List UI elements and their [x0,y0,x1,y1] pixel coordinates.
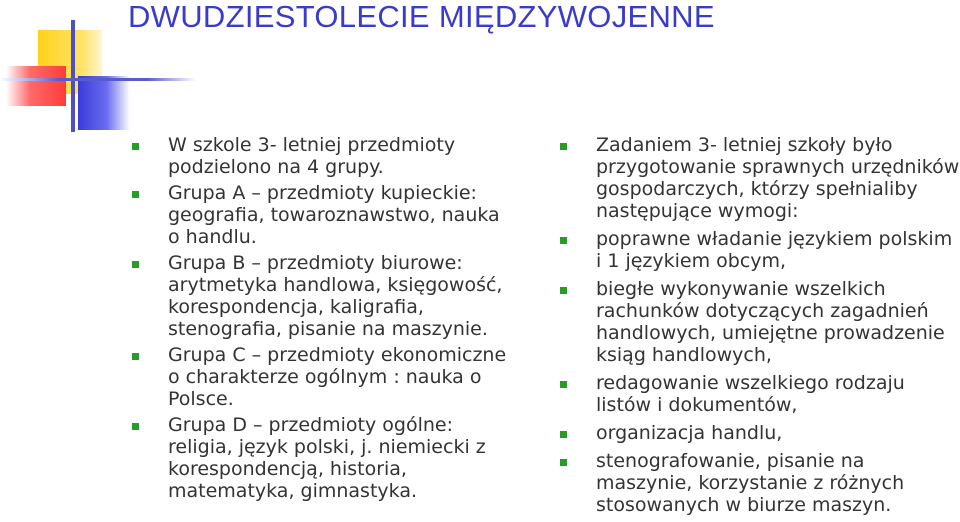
bullet-icon [560,287,567,294]
list-item-text: Grupa C – przedmioty ekonomiczne o charakterze ogólnym : nauka o Polsce. [168,344,507,410]
list-item-text: redagowanie wszelkiego rodzaju listów i dokumentów, [596,372,905,416]
bullet-icon [132,353,139,360]
list-item-text: poprawne władanie językiem polskim i 1 językiem obcym, [596,228,953,272]
decor-blue-square [78,76,130,130]
bullet-icon [560,237,567,244]
list-item-text: Grupa B – przedmioty biurowe: arytmetyka handlowa, księgowość, korespondencja, kaligrafia, stenografia, pisanie na maszynie. [168,252,503,340]
bullet-icon [132,423,139,430]
decor-red-square [6,66,66,106]
right-bullet-list [560,134,960,522]
list-item [560,134,960,222]
bullet-icon [560,431,567,438]
bullet-icon [132,143,139,150]
slide-title: DWUDZIESTOLECIE MIĘDZYWOJENNE [128,0,715,34]
list-item [560,450,960,516]
list-item-text: biegłe wykonywanie wszelkich rachunków dotyczących zagadnień handlowych, umiejętne prowadzenie ksiąg handlowych, [596,278,945,366]
list-item-text: Grupa A – przedmioty kupieckie: geografia, towaroznawstwo, nauka o handlu. [168,182,500,248]
list-item-text: Grupa D – przedmioty ogólne: religia, język polski, j. niemiecki z korespondencją, historia, matematyka, gimnastyka. [168,414,486,502]
list-item [132,134,512,178]
decor-horizontal-line [0,78,196,81]
bullet-icon [560,381,567,388]
list-item [132,182,512,248]
list-item [560,228,960,272]
bullet-icon [132,191,139,198]
list-item-text: stenografowanie, pisanie na maszynie, korzystanie z różnych stosowanych w biurze maszyn. [596,450,905,516]
bullet-icon [132,261,139,268]
left-bullet-list [132,134,512,506]
list-item [132,414,512,502]
list-item [560,278,960,366]
list-item-text: Zadaniem 3- letniej szkoły było przygotowanie sprawnych urzędników gospodarczych, którzy spełnialiby następujące wymogi: [596,134,960,222]
list-item [132,344,512,410]
list-item-text: organizacja handlu, [596,422,783,444]
bullet-icon [560,459,567,466]
list-item-text: W szkole 3- letniej przedmioty podzielono na 4 grupy. [168,134,456,178]
list-item [560,372,960,416]
decor-vertical-line [71,20,75,132]
bullet-icon [560,143,567,150]
list-item [560,422,960,444]
list-item [132,252,512,340]
